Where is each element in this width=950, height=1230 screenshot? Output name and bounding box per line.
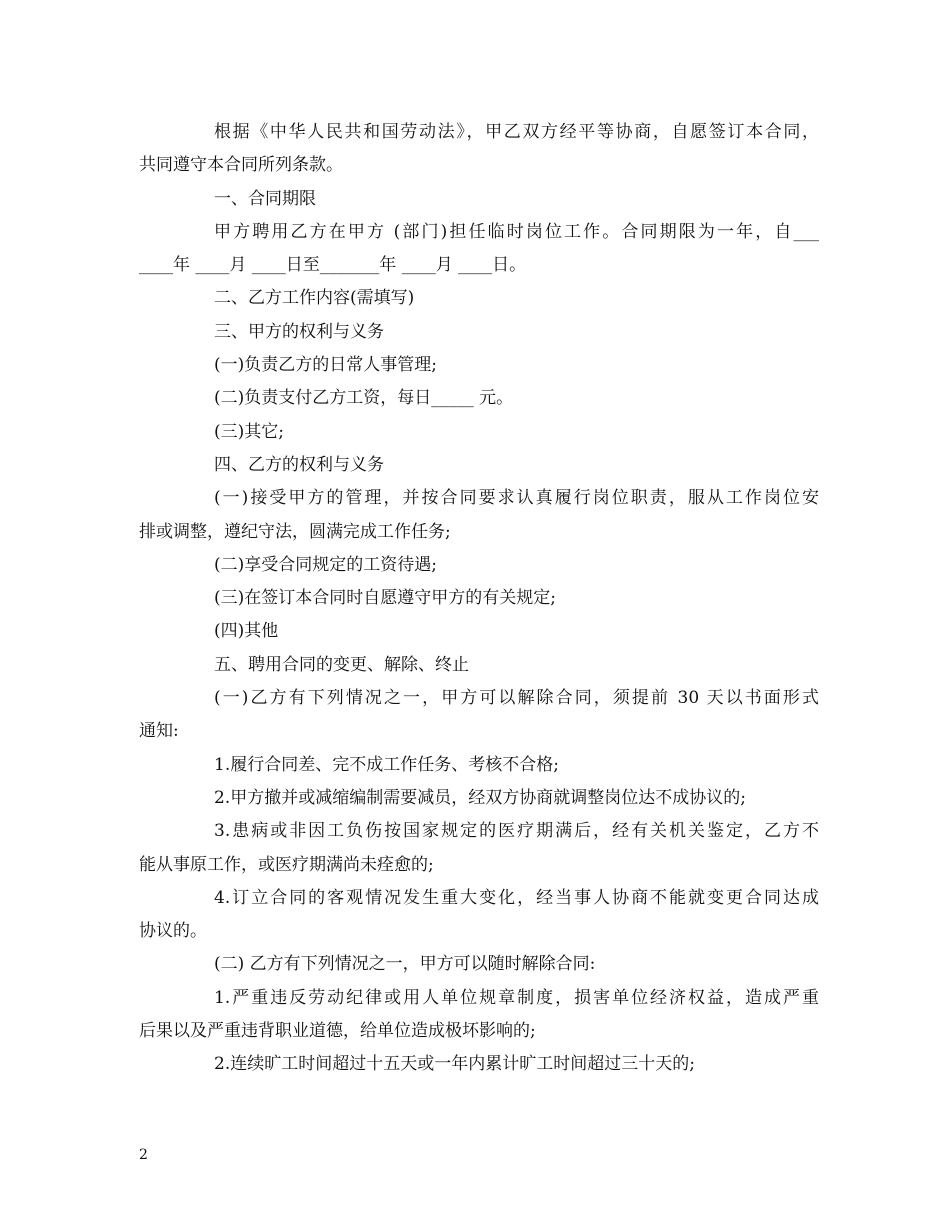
document-line: (一)乙方有下列情况之一，甲方可以解除合同，须提前 30 天以书面形式 xyxy=(214,688,819,709)
document-line: (二)负责支付乙方工资，每日_____ 元。 xyxy=(214,388,514,409)
document-line: (三)其它; xyxy=(214,421,284,442)
document-line: 2.甲方撤并或减缩编制需要减员，经双方协商就调整岗位达不成协议的; xyxy=(214,787,746,808)
document-line: 1.严重违反劳动纪律或用人单位规章制度，损害单位经济权益，造成严重 xyxy=(214,987,819,1008)
document-line: 排或调整，遵纪守法，圆满完成工作任务; xyxy=(139,521,451,542)
document-line: 能从事原工作，或医疗期满尚未痊愈的; xyxy=(139,854,434,875)
document-line: (二) 乙方有下列情况之一，甲方可以随时解除合同: xyxy=(214,954,596,975)
document-line: 通知: xyxy=(139,721,179,742)
document-line: 4.订立合同的客观情况发生重大变化，经当事人协商不能就变更合同达成 xyxy=(214,887,819,908)
document-line: 甲方聘用乙方在甲方 (部门)担任临时岗位工作。合同期限为一年，自___ xyxy=(214,221,819,242)
document-line: 三、甲方的权利与义务 xyxy=(214,321,384,342)
document-line: 后果以及严重违背职业道德，给单位造成极坏影响的; xyxy=(139,1021,536,1042)
document-line: 一、合同期限 xyxy=(214,188,316,209)
document-line: (四)其他 xyxy=(214,621,279,642)
page-number: 2 xyxy=(139,1147,148,1163)
document-line: (一)负责乙方的日常人事管理; xyxy=(214,355,437,376)
document-line: 1.履行合同差、完不成工作任务、考核不合格; xyxy=(214,754,559,775)
document-line: 3.患病或非因工负伤按国家规定的医疗期满后，经有关机关鉴定，乙方不 xyxy=(214,821,819,842)
document-line: (一)接受甲方的管理，并按合同要求认真履行岗位职责，服从工作岗位安 xyxy=(214,488,819,509)
document-body xyxy=(139,116,819,1082)
document-line: 五、聘用合同的变更、解除、终止 xyxy=(214,654,469,675)
document-line: 2.连续旷工时间超过十五天或一年内累计旷工时间超过三十天的; xyxy=(214,1054,695,1075)
document-line: 根据《中华人民共和国劳动法》，甲乙双方经平等协商，自愿签订本合同， xyxy=(214,122,819,142)
document-line: 二、乙方工作内容(需填写) xyxy=(214,288,415,309)
document-line: (三)在签订本合同时自愿遵守甲方的有关规定; xyxy=(214,588,556,609)
document-line: (二)享受合同规定的工资待遇; xyxy=(214,554,437,575)
document-line: 共同遵守本合同所列条款。 xyxy=(139,155,343,176)
document-line: ____年 ____月 ____日至_______年 ____月 ____日。 xyxy=(139,255,527,276)
document-line: 协议的。 xyxy=(139,921,207,942)
document-line: 四、乙方的权利与义务 xyxy=(214,454,384,475)
